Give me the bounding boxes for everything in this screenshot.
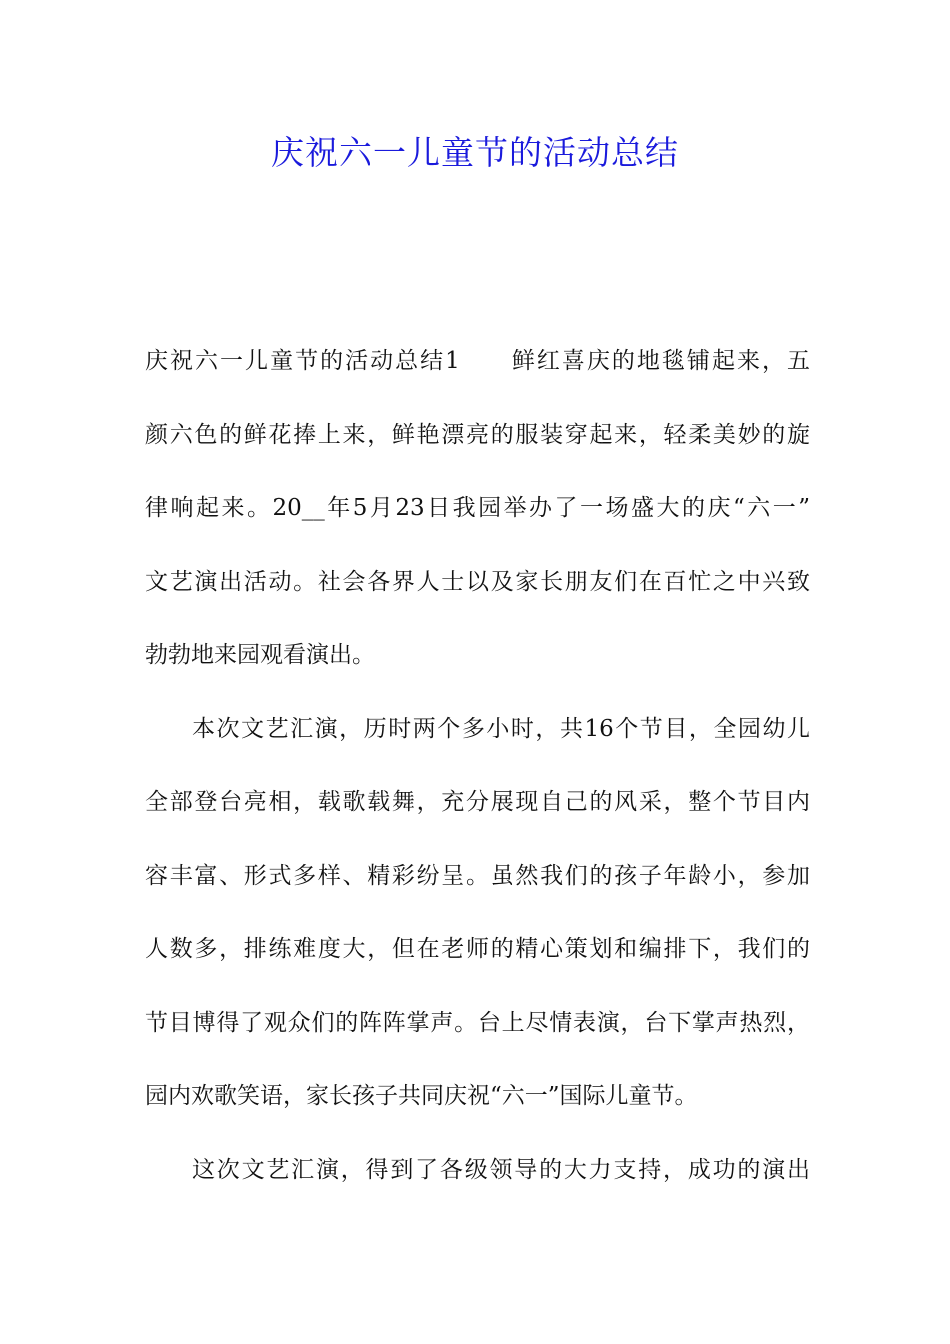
body-line: 文艺演出活动。社会各界人士以及家长朋友们在百忙之中兴致 (145, 568, 810, 595)
body-line: 庆祝六一儿童节的活动总结1 鲜红喜庆的地毯铺起来，五 (145, 348, 810, 374)
body-line: 这次文艺汇演，得到了各级领导的大力支持，成功的演出 (192, 1156, 810, 1183)
body-line: 律响起来。20__年5月23日我园举办了一场盛大的庆“六一” (145, 495, 810, 521)
document-body (145, 338, 810, 1220)
body-line: 勃勃地来园观看演出。 (145, 642, 375, 668)
body-line: 人数多，排练难度大，但在老师的精心策划和编排下，我们的 (145, 936, 810, 962)
body-line: 容丰富、形式多样、精彩纷呈。虽然我们的孩子年龄小，参加 (145, 862, 810, 889)
body-line: 颜六色的鲜花捧上来，鲜艳漂亮的服装穿起来，轻柔美妙的旋 (145, 421, 810, 448)
document-title: 庆祝六一儿童节的活动总结 (271, 133, 679, 172)
body-line: 节目博得了观众们的阵阵掌声。台上尽情表演，台下掌声热烈， (145, 1009, 810, 1036)
body-line: 园内欢歌笑语，家长孩子共同庆祝“六一”国际儿童节。 (145, 1083, 698, 1109)
body-line: 本次文艺汇演，历时两个多小时，共16个节目，全园幼儿 (192, 715, 810, 742)
body-line: 全部登台亮相，载歌载舞，充分展现自己的风采，整个节目内 (145, 789, 810, 815)
